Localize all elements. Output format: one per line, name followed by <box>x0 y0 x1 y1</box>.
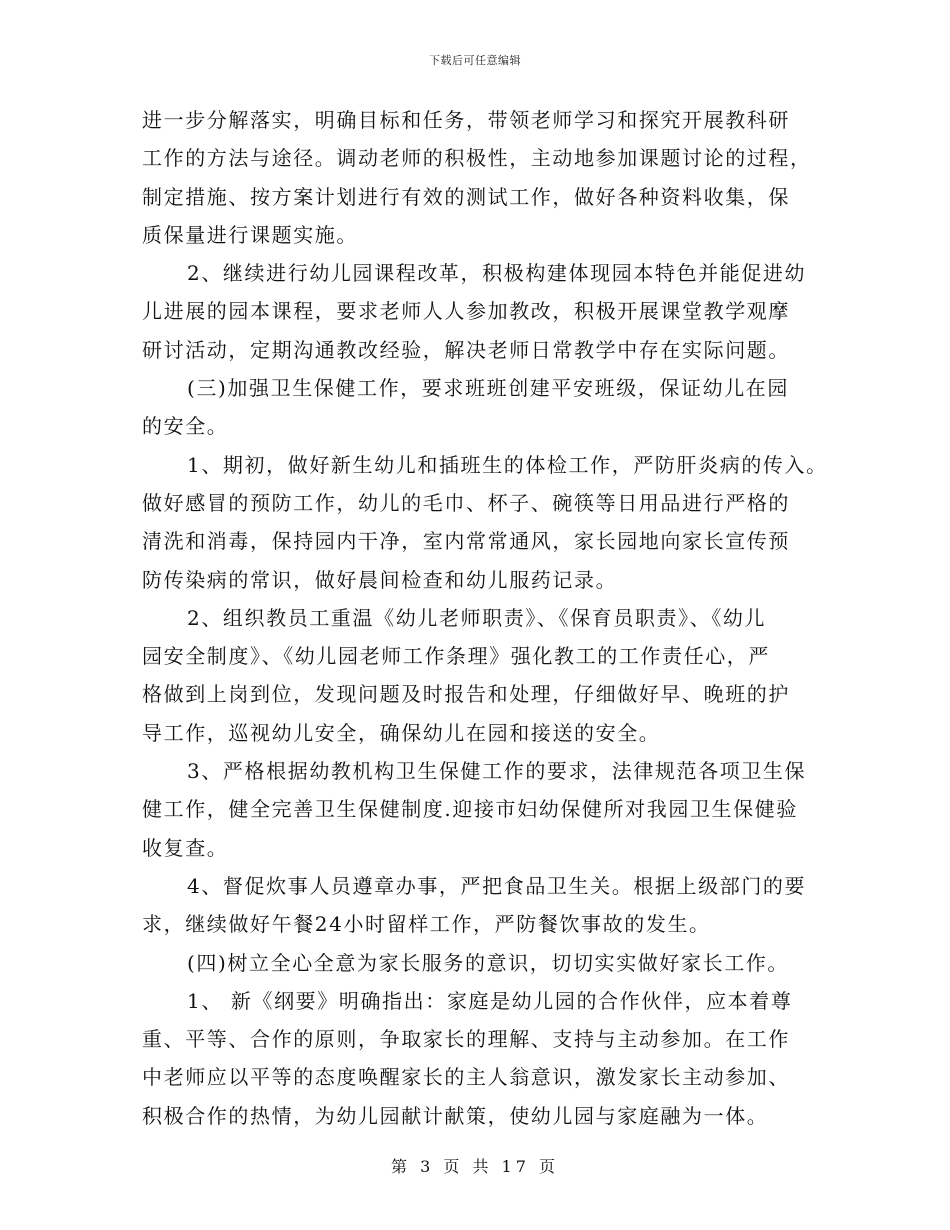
text-line: 收复查。 <box>142 835 229 860</box>
text-line: 导工作，巡视幼儿安全，确保幼儿在园和接送的安全。 <box>142 720 661 745</box>
paragraph-start-line: 1、 新《纲要》明确指出：家庭是幼儿园的合作伙伴，应本着尊 <box>187 988 793 1013</box>
text-line: 做好感冒的预防工作，幼儿的毛巾、杯子、碗筷等日用品进行严格的 <box>142 490 790 515</box>
text-line: 质保量进行课题实施。 <box>142 222 358 247</box>
body-text <box>142 101 828 1135</box>
text-line: 研讨活动，定期沟通教改经验，解决老师日常教学中存在实际问题。 <box>142 337 790 362</box>
text-line: 格做到上岗到位，发现问题及时报告和处理，仔细做好早、晚班的护 <box>142 682 790 707</box>
paragraph-start-line: 2、组织教员工重温《幼儿老师职责》、《保育员职责》、《幼儿 <box>187 605 767 630</box>
text-line: 中老师应以平等的态度唤醒家长的主人翁意识，激发家长主动参加、 <box>142 1065 790 1090</box>
text-line: 防传染病的常识，做好晨间检查和幼儿服药记录。 <box>142 567 618 592</box>
paragraph-start-line: 4、督促炊事人员遵章办事，严把食品卫生关。根据上级部门的要 <box>187 873 807 898</box>
paragraph-start-line: 2、继续进行幼儿园课程改革，积极构建体现园本特色并能促进幼 <box>187 261 807 286</box>
text-line: 园安全制度》、《幼儿园老师工作条理》强化教工的工作责任心，严 <box>142 644 770 669</box>
section-heading-line: (四)树立全心全意为家长服务的意识，切切实实做好家长工作。 <box>187 950 790 975</box>
text-line: 积极合作的热情，为幼儿园献计献策，使幼儿园与家庭融为一体。 <box>142 1103 769 1128</box>
page-number-footer: 第 3 页 共 17 页 <box>391 1157 559 1176</box>
text-line: 儿进展的园本课程，要求老师人人参加教改，积极开展课堂教学观摩 <box>142 299 790 324</box>
text-line: 制定措施、按方案计划进行有效的测试工作，做好各种资料收集，保 <box>142 184 790 209</box>
paragraph-start-line: 1、期初，做好新生幼儿和插班生的体检工作，严防肝炎病的传入。 <box>187 452 828 477</box>
text-line: 重、平等、合作的原则，争取家长的理解、支持与主动参加。在工作 <box>142 1027 790 1052</box>
text-line: 健工作，健全完善卫生保健制度.迎接市妇幼保健所对我园卫生保健验 <box>142 797 798 822</box>
paragraph-start-line: 3、严格根据幼教机构卫生保健工作的要求，法律规范各项卫生保 <box>187 759 807 784</box>
page-header: 下载后可任意编辑 <box>429 54 521 67</box>
text-line: 清洗和消毒，保持园内干净，室内常常通风，家长园地向家长宣传预 <box>142 529 790 554</box>
text-line: 求，继续做好午餐24小时留样工作，严防餐饮事故的发生。 <box>142 912 711 937</box>
text-line: 的安全。 <box>142 414 229 439</box>
text-line: 工作的方法与途径。调动老师的积极性，主动地参加课题讨论的过程， <box>142 146 812 171</box>
text-line: 进一步分解落实，明确目标和任务，带领老师学习和探究开展教科研 <box>142 108 790 132</box>
section-heading-line: (三)加强卫生保健工作，要求班班创建平安班级，保证幼儿在园 <box>187 376 790 401</box>
